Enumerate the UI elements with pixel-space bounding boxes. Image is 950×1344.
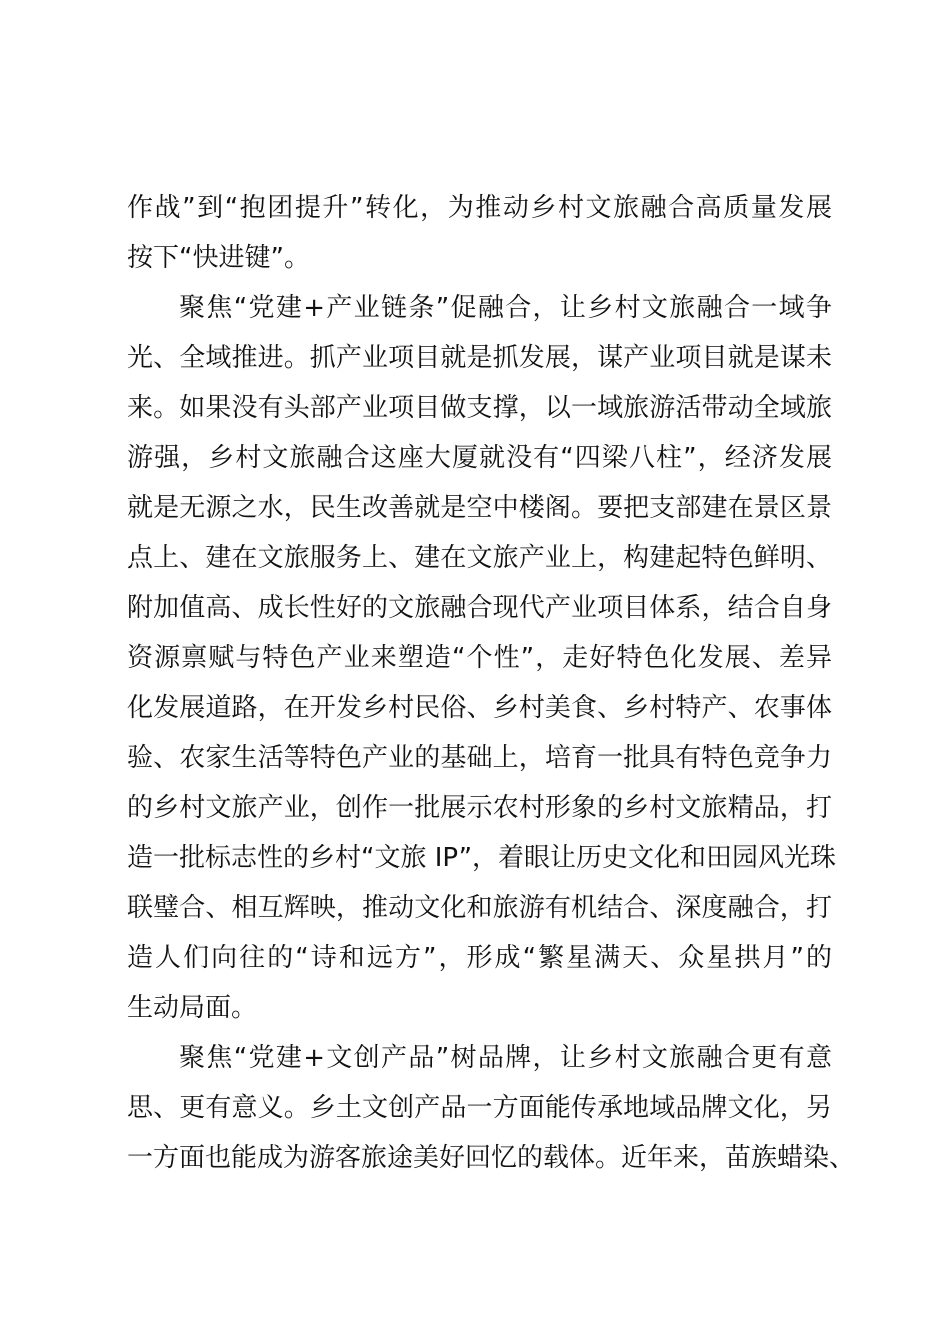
text-line: 一方面也能成为游客旅途美好回忆的载体。近年来，苗族蜡染、 bbox=[127, 1143, 856, 1173]
text-line: 作战”到“抱团提升”转化，为推动乡村文旅融合高质量发展 bbox=[127, 193, 832, 223]
text-line: 的乡村文旅产业，创作一批展示农村形象的乡村文旅精品，打 bbox=[127, 793, 832, 823]
paragraph-start-line: 聚焦“党建+产业链条”促融合，让乡村文旅融合一域争 bbox=[179, 293, 832, 323]
text-line: 验、农家生活等特色产业的基础上，培育一批具有特色竞争力 bbox=[127, 743, 832, 773]
text-line: 按下“快进键”。 bbox=[127, 243, 310, 273]
body-text bbox=[127, 183, 856, 1183]
paragraph-start-line: 聚焦“党建+文创产品”树品牌，让乡村文旅融合更有意 bbox=[179, 1043, 832, 1073]
text-line: 点上、建在文旅服务上、建在文旅产业上，构建起特色鲜明、 bbox=[127, 543, 832, 573]
text-line: 思、更有意义。乡土文创产品一方面能传承地域品牌文化，另 bbox=[127, 1093, 832, 1123]
text-line: 就是无源之水，民生改善就是空中楼阁。要把支部建在景区景 bbox=[127, 493, 832, 523]
text-line: 来。如果没有头部产业项目做支撑，以一域旅游活带动全域旅 bbox=[127, 393, 832, 423]
text-line: 造一批标志性的乡村“文旅 IP”，着眼让历史文化和田园风光珠 bbox=[127, 843, 837, 873]
text-line: 游强，乡村文旅融合这座大厦就没有“四梁八柱”，经济发展 bbox=[127, 443, 832, 473]
text-line: 联璧合、相互辉映，推动文化和旅游有机结合、深度融合，打 bbox=[127, 893, 832, 923]
text-line: 生动局面。 bbox=[127, 993, 258, 1023]
text-line: 化发展道路，在开发乡村民俗、乡村美食、乡村特产、农事体 bbox=[127, 693, 832, 723]
text-line: 光、全域推进。抓产业项目就是抓发展，谋产业项目就是谋未 bbox=[127, 343, 832, 373]
text-line: 资源禀赋与特色产业来塑造“个性”，走好特色化发展、差异 bbox=[127, 643, 832, 673]
text-line: 造人们向往的“诗和远方”，形成“繁星满天、众星拱月”的 bbox=[127, 943, 832, 973]
text-line: 附加值高、成长性好的文旅融合现代产业项目体系，结合自身 bbox=[127, 593, 832, 623]
